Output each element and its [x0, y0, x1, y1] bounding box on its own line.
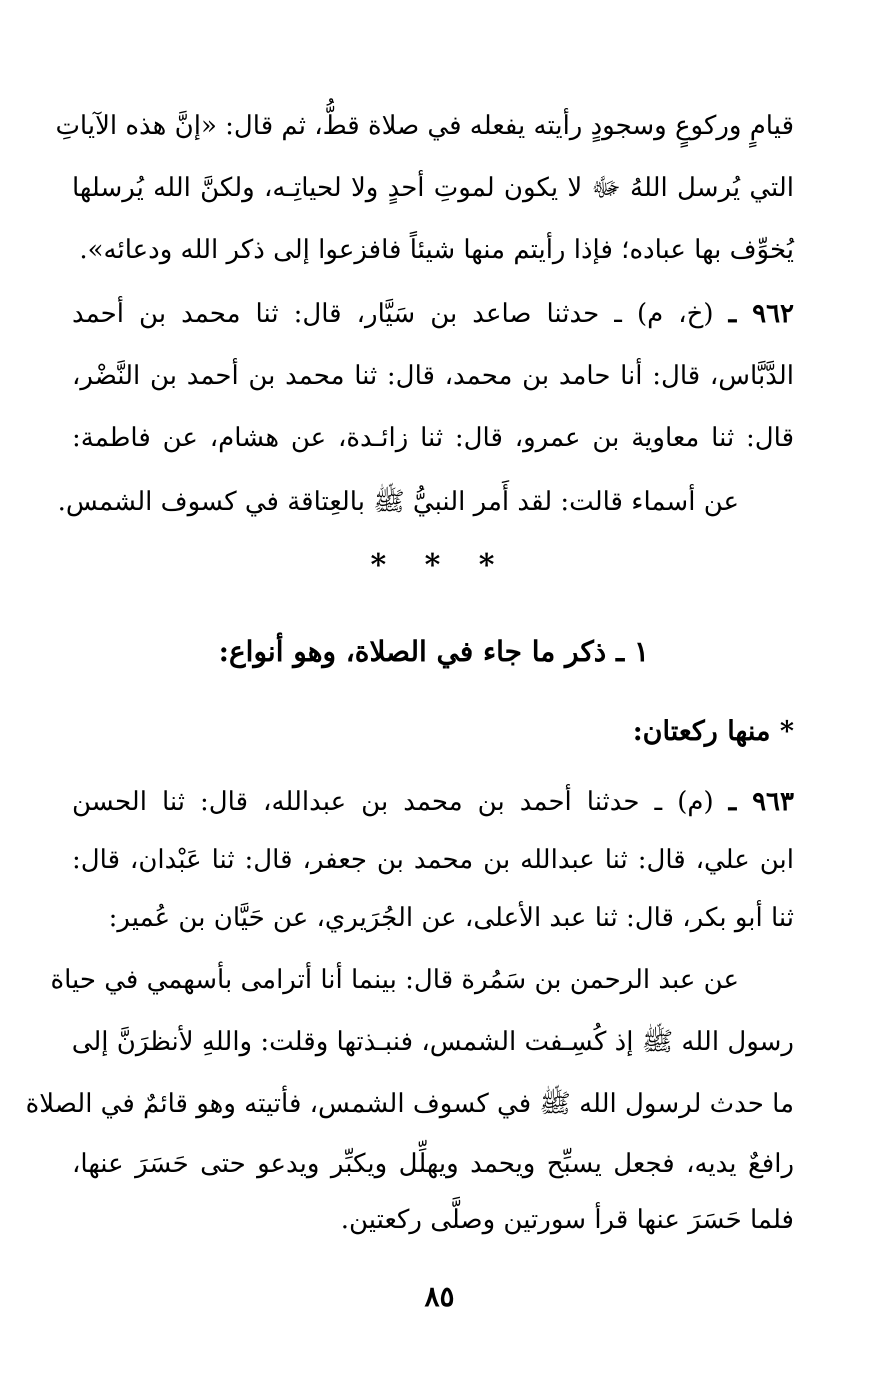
hadith-963-line-8: فلما حَسَرَ عنها قرأ سورتين وصلَّى ركعتين. [340, 1205, 794, 1235]
hadith-963-line-1 [72, 782, 794, 822]
hadith-963-line-4: عن عبد الرحمن بن سَمُرة قال: بينما أنا أترامى بأسهمي في حياة [50, 965, 739, 995]
hadith-number: ٩٦٢ ـ [728, 299, 795, 329]
hadith-963-line-7: رافعٌ يديه، فجعل يسبِّح ويحمد ويهلِّل ويكبِّر ويدعو حتى حَسَرَ عنها، [72, 1149, 794, 1179]
hadith-number: ٩٦٣ ـ [728, 787, 794, 817]
hadith-962-line-4: عن أسماء قالت: لقد أَمر النبيُّ ﷺ بالعِتاقة في كسوف الشمس. [57, 487, 739, 517]
para1-line-2: التي يُرسل اللهُ ﷻ لا يكون لموتِ أحدٍ ولا لحياتِـه، ولكنَّ الله يُرسلها [72, 173, 794, 203]
subheading: * منها ركعتان: [632, 716, 794, 747]
hadith-962-line-1-text: (خ، م) ـ حدثنا صاعد بن سَيَّار، قال: ثنا محمد بن أحمد [72, 299, 714, 329]
para1-line-1: قيامٍ وركوعٍ وسجودٍ رأيته يفعله في صلاة قطُّ، ثم قال: «إنَّ هذه الآياتِ [55, 111, 794, 141]
hadith-962-line-2: الدَّبَّاس، قال: أنا حامد بن محمد، قال: ثنا محمد بن أحمد بن النَّضْر، [72, 361, 794, 391]
page-number: ٨٥ [424, 1280, 455, 1313]
hadith-963-line-5: رسول الله ﷺ إذ كُسِـفت الشمس، فنبـذتها وقلت: واللهِ لأنظرَنَّ إلى [71, 1027, 794, 1057]
section-separator: * * * [370, 548, 509, 583]
hadith-963-line-1-text: (م) ـ حدثنا أحمد بن محمد بن عبدالله، قال: ثنا الحسن [72, 787, 714, 817]
hadith-963-line-2: ابن علي، قال: ثنا عبدالله بن محمد بن جعفر، قال: ثنا عَبْدان، قال: [72, 845, 794, 875]
section-heading: ١ ـ ذكر ما جاء في الصلاة، وهو أنواع: [218, 635, 649, 668]
hadith-963-line-3: ثنا أبو بكر، قال: ثنا عبد الأعلى، عن الجُرَيري، عن حَيَّان بن عُمير: [108, 903, 794, 933]
hadith-962-line-3: قال: ثنا معاوية بن عمرو، قال: ثنا زائـدة، عن هشام، عن فاطمة: [72, 423, 794, 453]
para1-line-3: يُخوِّف بها عباده؛ فإذا رأيتم منها شيئاً فافزعوا إلى ذكر الله ودعائه». [79, 235, 794, 265]
hadith-962-line-1 [72, 294, 794, 334]
hadith-963-line-6: ما حدث لرسول الله ﷺ في كسوف الشمس، فأتيته وهو قائمٌ في الصلاة [25, 1089, 794, 1119]
